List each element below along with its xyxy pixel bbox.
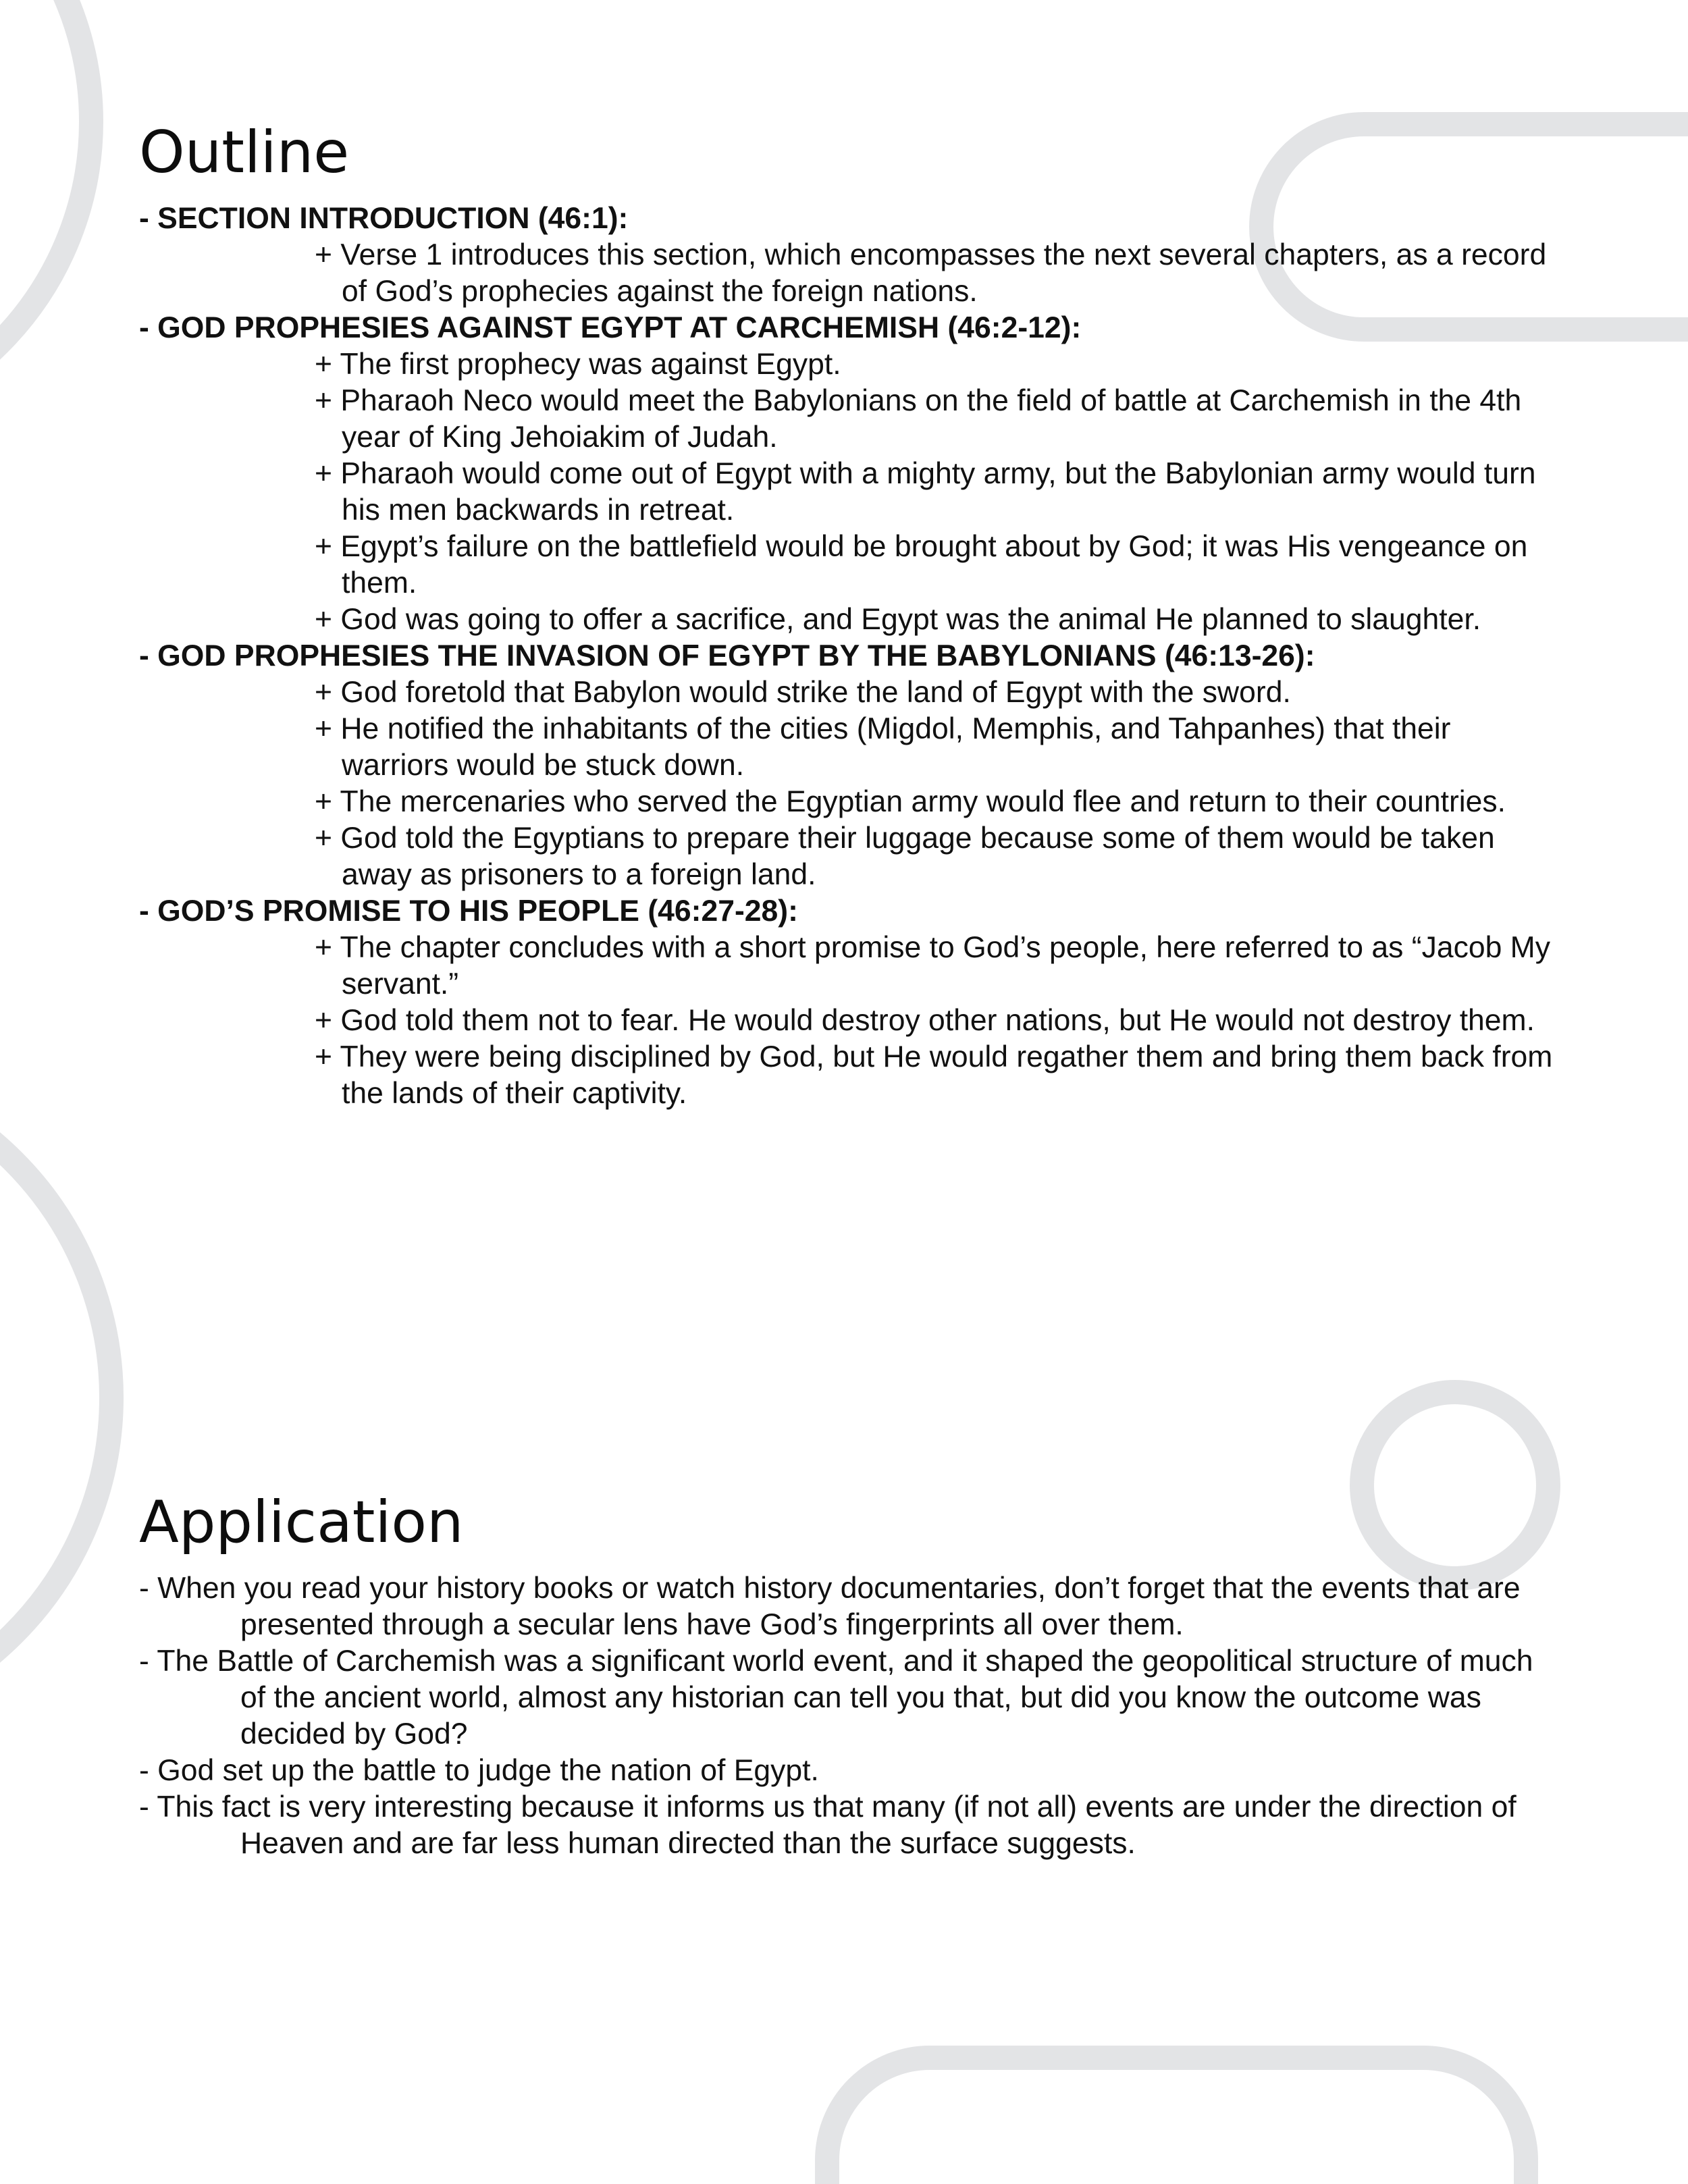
application-item: - The Battle of Carchemish was a significant world event, and it shaped the geopolitical structure of much of the ancient world, almost any historian can tell you that, but did you know the outcome was decided by God? (139, 1645, 1533, 1751)
application-item: - This fact is very interesting because it informs us that many (if not all) events are under the direction of Heaven and are far less human directed than the surface suggests. (139, 1790, 1516, 1860)
outline-item: + Pharaoh would come out of Egypt with a mighty army, but the Babylonian army would turn his men backwards in retreat. (315, 457, 1536, 527)
section-heading: - GOD’S PROMISE TO HIS PEOPLE (46:27-28): (139, 895, 798, 928)
outline-item: + He notified the inhabitants of the cities (Migdol, Memphis, and Tahpanhes) that their warriors would be stuck down. (315, 712, 1451, 782)
outline-heading: Outline (139, 119, 350, 186)
outline-item: + Pharaoh Neco would meet the Babylonians on the field of battle at Carchemish in the 4th year of King Jehoiakim of Judah. (315, 384, 1522, 454)
outline-section (139, 201, 1564, 310)
outline-section (139, 893, 1564, 1112)
outline-item: + Verse 1 introduces this section, which encompasses the next several chapters, as a record of God’s prophecies against the foreign nations. (315, 238, 1547, 308)
outline-section (139, 638, 1564, 893)
outline-item: + God told them not to fear. He would destroy other nations, but He would not destroy them. (315, 1004, 1535, 1037)
outline-item: + They were being disciplined by God, but He would regather them and bring them back from the lands of their captivity. (315, 1040, 1553, 1110)
outline-item: + God foretold that Babylon would strike the land of Egypt with the sword. (315, 676, 1291, 709)
outline-item: + God told the Egyptians to prepare their luggage because some of them would be taken away as prisoners to a foreign land. (315, 822, 1495, 891)
decor-pill-bottom (827, 2058, 1526, 2184)
application-item: - God set up the battle to judge the nation of Egypt. (139, 1754, 819, 1787)
decor-arc-mid-left (0, 1063, 111, 1732)
section-heading: - GOD PROPHESIES THE INVASION OF EGYPT BY THE BABYLONIANS (46:13-26): (139, 639, 1315, 672)
outline-item: + The chapter concludes with a short promise to God’s people, here referred to as “Jacob My servant.” (315, 931, 1550, 1001)
outline-list (139, 201, 1564, 1112)
decor-arc-top-left (0, 0, 91, 435)
application-heading: Application (139, 1489, 464, 1556)
outline-section (139, 310, 1564, 638)
outline-item: + The first prophecy was against Egypt. (315, 348, 841, 381)
outline-item: + Egypt’s failure on the battlefield would be brought about by God; it was His vengeance on them. (315, 530, 1528, 600)
section-heading: - SECTION INTRODUCTION (46:1): (139, 202, 629, 235)
application-list (139, 1570, 1564, 1862)
outline-item: + The mercenaries who served the Egyptian army would flee and return to their countries. (315, 785, 1506, 818)
section-heading: - GOD PROPHESIES AGAINST EGYPT AT CARCHEMISH (46:2-12): (139, 311, 1082, 344)
decor-ring-right (1362, 1392, 1548, 1578)
application-item: - When you read your history books or watch history documentaries, don’t forget that the events that are presented through a secular lens have God’s fingerprints all over them. (139, 1572, 1521, 1641)
outline-item: + God was going to offer a sacrifice, and Egypt was the animal He planned to slaughter. (315, 603, 1481, 636)
